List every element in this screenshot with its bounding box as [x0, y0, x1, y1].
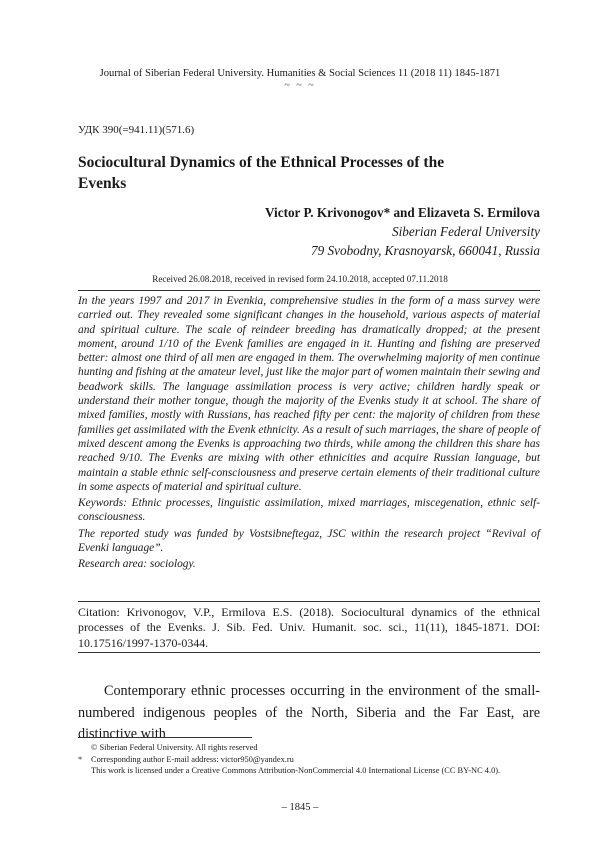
citation: Citation: Krivonogov, V.P., Ermilova E.S. (2018). Sociocultural dynamics of the ethnical processes of the Evenks. J. Sib. Fed. Univ. Humanit. soc. sci., 11(11), 1845-1871. DOI: 10.17516/1997-1370-0344.	[78, 605, 540, 650]
citation-bottom-rule	[78, 652, 540, 653]
affiliation-address: 79 Svobodny, Krasnoyarsk, 660041, Russia	[311, 243, 540, 258]
header-ornament: ~ ~ ~	[284, 80, 316, 91]
abstract-top-rule	[78, 290, 540, 291]
udk-code: УДК 390(=941.11)(571.6)	[78, 124, 195, 136]
body-paragraph: Contemporary ethnic processes occurring in the environment of the small-numbered indigenous peoples of the North, Siberia and the Far East, are distinctive with	[78, 683, 540, 742]
paper-title: Sociocultural Dynamics of the Ethnical Processes of the Evenks	[78, 154, 445, 192]
journal-header: Journal of Siberian Federal University. Humanities & Social Sciences 11 (2018 11) 1845-1871	[99, 68, 501, 79]
corresponding-author-text: Corresponding author E-mail address: victor950@yandex.ru	[91, 754, 294, 764]
received-dates: Received 26.08.2018, received in revised form 24.10.2018, accepted 07.11.2018	[152, 274, 448, 284]
abstract-section	[78, 294, 540, 574]
footnotes	[78, 742, 540, 777]
abstract-text: In the years 1997 and 2017 in Evenkia, comprehensive studies in the form of a mass survey were carried out. They revealed some significant changes in the household, various aspects of material and spiritual culture. The scale of reindeer breeding has dramatically dropped; at the present moment, around 1/10 of the Evenk families are engaged in it. Hunting and fishing are preserved better: almost one third of all men are engaged in them. The overwhelming majority of men continue hunting and fishing at the amateur level, just like the major part of women maintain their sewing and beadwork skills. The language assimilation process is very active; children hardly speak or understand their mother tongue, though the majority of the Evenks study it at school. The share of mixed families, mostly with Russians, has reached fifty per cent: the majority of children from these families get assimilated with the Evenk ethnicity. As a result of such marriages, the share of people of mixed descent among the Evenks is approaching two thirds, while among the children this share has reached 9/10. The Evenks are mixing with other ethnicities and acquire Russian language, but maintain a stable ethnic self-consciousness and preserve certain elements of their traditional culture in some aspects of material and spiritual culture.	[78, 295, 540, 493]
license-text: This work is licensed under a Creative Commons Attribution-NonCommercial 4.0 International License (CC BY-NC 4.0).	[91, 766, 501, 776]
copyright-note	[78, 742, 540, 754]
license-note	[78, 765, 540, 777]
copyright-text: © Siberian Federal University. All rights reserved	[91, 743, 258, 752]
affiliation-institution: Siberian Federal University	[392, 224, 540, 239]
footnote-rule	[78, 737, 252, 738]
authors: Victor P. Krivonogov* and Elizaveta S. Ermilova	[265, 205, 540, 220]
asterisk-mark: *	[78, 754, 83, 764]
page-number: – 1845 –	[281, 802, 319, 813]
research-area: Research area: sociology.	[78, 558, 196, 571]
funding-note: The reported study was funded by Vostsibneftegaz, JSC within the research project “Revival of Evenki language”.	[78, 527, 540, 555]
citation-top-rule	[78, 601, 540, 602]
keywords: Keywords: Ethnic processes, linguistic assimilation, mixed marriages, miscegenation, ethnic self-consciousness.	[78, 497, 540, 524]
corresponding-author-note	[78, 754, 540, 766]
